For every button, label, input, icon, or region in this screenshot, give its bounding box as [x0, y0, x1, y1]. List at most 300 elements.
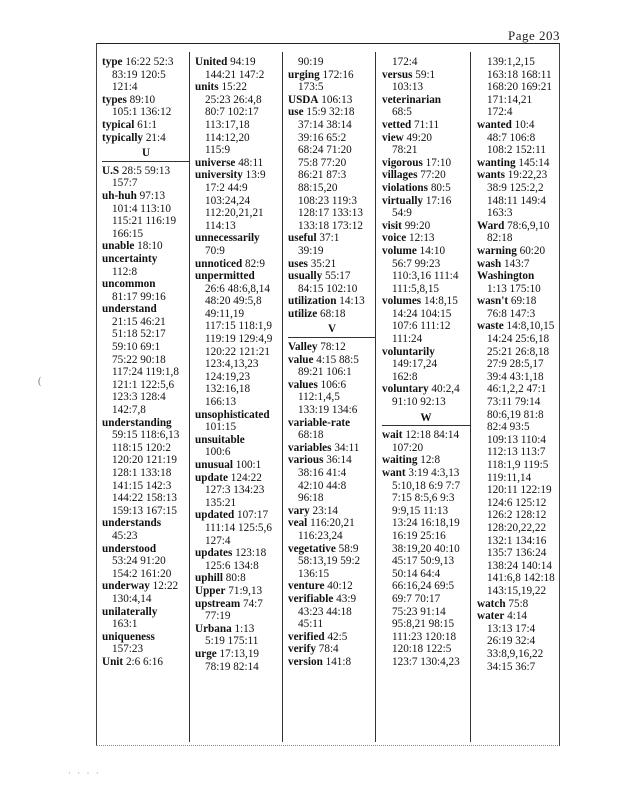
index-entry [288, 232, 376, 257]
page-line-refs: 16:22 52:3 [125, 56, 174, 68]
page-line-refs-continued: 53:24 91:20 [112, 555, 166, 568]
page-line-refs-continued: 157:7 [112, 177, 138, 190]
index-entry [288, 106, 376, 232]
page-line-refs: 68:18 [320, 307, 346, 320]
index-term: unable [102, 240, 135, 253]
page-line-refs: 14:10 [419, 244, 446, 257]
page-line-refs-continued: 68:18 [298, 429, 324, 442]
index-entry [195, 623, 283, 648]
page-line-refs: 78:6,9,10 [507, 219, 550, 232]
page-line-refs: 19:22,23 [507, 169, 548, 182]
index-term: units [195, 81, 219, 94]
index-entry [477, 295, 561, 320]
section-letter: V [288, 323, 376, 338]
page-line-refs-continued: 128:17 133:13 [298, 207, 363, 220]
index-term: volume [382, 244, 417, 257]
page-line-refs-continued: 45:23 [112, 529, 138, 542]
page-line-refs: 12:13 [409, 232, 435, 245]
index-entry [195, 648, 283, 673]
page-line-refs-continued: 33:8,9,16,22 [487, 647, 544, 660]
page-line-refs-continued: 138:24 140:14 [487, 559, 552, 572]
page-line-refs: 3:19 4:3,13 [408, 467, 460, 479]
page-line-refs-continued: 128:1 133:18 [112, 467, 172, 479]
index-term: value [288, 353, 314, 366]
page-line-refs-continued: 173:5 [298, 81, 324, 94]
page-line-refs: 17:16 [425, 194, 452, 207]
index-term: uncommon [102, 278, 156, 291]
index-entry [195, 472, 283, 510]
page-line-refs-continued: 114:13 [205, 219, 236, 232]
page-line-refs-continued: 162:8 [392, 370, 418, 383]
page-line-refs-continued: 109:13 110:4 [487, 433, 546, 446]
page-line-refs-continued: 48:7 106:8 [487, 131, 536, 144]
index-term: verifiable [288, 592, 334, 605]
index-entry [382, 195, 470, 220]
page-line-refs-continued: 86:21 87:3 [298, 169, 347, 182]
index-entry [477, 245, 561, 258]
page-line-refs-continued: 112:1,4,5 [298, 391, 340, 404]
index-entry [288, 454, 376, 504]
page-line-refs-continued: 141:6,8 142:18 [487, 572, 555, 585]
page-line-refs-continued: 14:24 104:15 [392, 307, 452, 320]
page-line-refs-continued: 139:1,2,15 [487, 56, 535, 68]
bottom-rule [96, 745, 558, 746]
page-line-refs-continued: 13:13 17:4 [487, 622, 536, 635]
index-term: unsophisticated [195, 408, 270, 421]
index-entry [382, 429, 470, 454]
page-line-refs-continued: 101:15 [205, 421, 237, 434]
index-entry [102, 656, 190, 669]
index-term: wasn't [477, 295, 509, 308]
index-term: violations [382, 181, 429, 194]
index-entry [288, 643, 376, 656]
page-line-refs: 59:1 [415, 68, 436, 81]
page-line-refs: 143:7 [504, 257, 530, 270]
page-line-refs-continued: 101:4 113:10 [112, 202, 171, 215]
index-entry [195, 169, 283, 232]
page-line-refs-continued: 75:8 77:20 [298, 156, 347, 169]
page-line-refs-continued: 121:4 [112, 81, 138, 94]
page-line-refs: 36:14 [326, 454, 352, 467]
index-term: warning [477, 244, 517, 257]
page-line-refs: 17:13,19 [219, 647, 260, 660]
index-term: urge [195, 647, 217, 660]
page-line-refs-continued: 38:9 125:2,2 [487, 181, 544, 194]
page-line-refs-continued: 25:21 26:8,18 [487, 345, 550, 358]
index-term: virtually [382, 194, 424, 207]
page-line-refs-continued: 68:5 [392, 106, 412, 119]
page-line-refs-continued: 119:19 129:4,9 [205, 333, 273, 346]
page-line-refs-continued: 27:9 28:5,17 [487, 358, 544, 371]
index-term: watch [477, 597, 506, 610]
index-term: want [382, 467, 406, 479]
page-line-refs-continued: 110:3,16 111:4 [392, 270, 459, 283]
page-line-refs-continued: 115:9 [205, 144, 231, 157]
page-line-refs: 21:4 [145, 131, 166, 144]
page-line-refs-continued: 116:23,24 [298, 529, 343, 542]
page-line-refs-continued: 112:20,21,21 [205, 207, 264, 220]
page-line-refs-continued: 46:1,2,2 47:1 [487, 383, 547, 396]
page-line-refs-continued: 114:12,20 [205, 131, 250, 144]
index-frame [96, 43, 560, 746]
page-line-refs: 107:17 [236, 509, 269, 522]
index-entry [477, 258, 561, 271]
page-line-refs-continued: 68:24 71:20 [298, 144, 352, 157]
index-entry [102, 278, 190, 303]
index-entry [477, 157, 561, 170]
index-entry [288, 94, 376, 107]
index-entry [477, 220, 561, 245]
index-entry [288, 580, 376, 593]
page-line-refs: 77:20 [420, 169, 446, 182]
index-entry [195, 459, 283, 472]
page-line-refs: 60:20 [519, 244, 546, 257]
index-column-4 [382, 56, 470, 669]
page-line-refs: 100:1 [235, 459, 262, 471]
page-line-refs-continued: 123:3 128:4 [112, 391, 166, 404]
index-entry [195, 409, 283, 434]
page-line-refs-continued: 96:18 [298, 492, 324, 505]
page-line-refs: 48:11 [238, 156, 264, 169]
page-line-refs-continued: 90:19 [298, 56, 324, 68]
page-line-refs-continued: 135:7 136:24 [487, 547, 547, 560]
page-line-refs: 2:6 6:16 [125, 655, 163, 668]
page-line-refs: 94:19 [230, 56, 256, 68]
page-line-refs-continued: 124:19,23 [205, 370, 251, 383]
index-entry [102, 417, 190, 518]
index-term: typical [102, 118, 135, 131]
page-line-refs-continued: 54:9 [392, 207, 412, 220]
index-term: useful [288, 232, 317, 245]
index-entry [382, 119, 470, 132]
page-line-refs-continued: 34:15 36:7 [487, 660, 536, 673]
page-line-refs-continued: 82:18 [487, 232, 513, 245]
page-line-refs: 141:8 [325, 655, 352, 668]
index-term: vigorous [382, 156, 423, 169]
page-line-refs-continued: 111:14 125:5,6 [205, 521, 272, 534]
page-line-refs-continued: 123:7 130:4,23 [392, 655, 460, 668]
index-term: voluntarily [382, 345, 435, 358]
page-line-refs-continued: 80:6,19 81:8 [487, 408, 544, 421]
column-divider [470, 52, 471, 742]
page-line-refs-continued: 21:15 46:21 [112, 315, 166, 328]
index-entry [288, 295, 376, 308]
index-entry [102, 119, 190, 132]
page-line-refs-continued: 115:21 116:19 [112, 215, 177, 228]
page-line-refs-continued: 132:16,18 [205, 383, 251, 396]
page-line-refs-continued: 111:23 120:18 [392, 630, 457, 643]
page-line-refs: 23:14 [312, 504, 339, 517]
index-entry [195, 157, 283, 170]
margin-mark: ( [38, 376, 42, 387]
page-line-refs: 14:8,10,15 [506, 320, 555, 333]
page-line-refs: 55:17 [325, 270, 351, 283]
page-line-refs-continued: 9:9,15 11:13 [392, 504, 449, 517]
index-term: type [102, 56, 123, 68]
index-entry [382, 232, 470, 245]
index-entry [288, 308, 376, 321]
page-line-refs-continued: 13:24 16:18,19 [392, 517, 460, 530]
page-line-refs-continued: 78:19 82:14 [205, 660, 259, 673]
index-term: underway [102, 580, 150, 593]
page-line-refs: 78:4 [318, 643, 339, 656]
index-term: waiting [382, 454, 418, 467]
page-line-refs-continued: 163:3 [487, 207, 513, 220]
page-line-refs-continued: 45:11 [298, 618, 324, 631]
page-line-refs-continued: 135:21 [205, 496, 237, 509]
page-line-refs: 75:8 [508, 597, 529, 610]
index-entry [477, 56, 561, 119]
page-line-refs-continued: 88:15,20 [298, 181, 338, 194]
page-line-refs: 15:9 32:18 [306, 106, 355, 119]
page-line-refs-continued: 56:7 99:23 [392, 257, 441, 270]
index-entry [288, 258, 376, 271]
page-line-refs-continued: 166:13 [205, 396, 237, 409]
page-line-refs: 12:22 [152, 580, 179, 593]
page-line-refs: 43:9 [336, 592, 357, 605]
index-column-3 [288, 56, 376, 669]
page-line-refs-continued: 45:17 50:9,13 [392, 555, 455, 568]
page-line-refs-continued: 130:4,14 [112, 592, 152, 605]
page-line-refs-continued: 120:11 122:19 [487, 484, 552, 497]
page-line-refs-continued: 148:11 149:4 [487, 194, 546, 207]
page-line-refs-continued: 112:13 113:7 [487, 446, 546, 459]
index-entry [477, 119, 561, 157]
page-line-refs-continued: 144:21 147:2 [205, 68, 265, 81]
page-line-refs-continued: 159:13 167:15 [112, 504, 177, 517]
index-term: unusual [195, 459, 233, 471]
index-entry [195, 547, 283, 572]
index-term: verify [288, 643, 316, 656]
page-line-refs-continued: 107:6 111:12 [392, 320, 451, 333]
index-term: various [288, 454, 324, 467]
index-term: updates [195, 547, 233, 560]
page-line-refs-continued: 75:22 90:18 [112, 353, 166, 366]
index-term: uniqueness [102, 630, 155, 643]
index-term: wash [477, 257, 502, 270]
page-line-refs-continued: 5:19 175:11 [205, 635, 259, 648]
index-entry [288, 69, 376, 94]
page-line-refs-continued: 77:19 [205, 610, 231, 623]
index-term: types [102, 93, 127, 106]
page-line-refs: 69:18 [510, 295, 537, 308]
index-term: volumes [382, 295, 422, 308]
page-line-refs-continued: 1:13 175:10 [487, 282, 541, 295]
page-line-refs-continued: 58:13,19 59:2 [298, 555, 361, 568]
page-line-refs: 124:22 [230, 471, 262, 484]
index-entry [102, 253, 190, 278]
page-line-refs-continued: 69:7 70:17 [392, 592, 441, 605]
page-line-refs-continued: 48:20 49:5,8 [205, 295, 262, 308]
index-term: uncertainty [102, 252, 158, 265]
page-line-refs: 14:13 [339, 295, 365, 308]
page-line-refs: 80:8 [225, 572, 246, 585]
page-line-refs-continued: 141:15 142:3 [112, 479, 172, 492]
index-column-1 [102, 56, 190, 669]
page-line-refs-continued: 81:17 99:16 [112, 290, 166, 303]
index-entry [477, 169, 561, 219]
index-entry [288, 379, 376, 417]
page-line-refs-continued: 83:19 120:5 [112, 68, 166, 81]
page-line-refs: 18:10 [137, 240, 163, 253]
page-line-refs: 99:20 [404, 219, 431, 232]
index-term: understand [102, 303, 157, 316]
page-line-refs-continued: 143:15,19,22 [487, 584, 547, 597]
page-line-refs: 1:13 [234, 622, 255, 635]
page-line-refs-continued: 38:16 41:4 [298, 467, 347, 479]
page-line-refs-continued: 76:8 147:3 [487, 307, 536, 320]
page-line-refs-continued: 124:6 125:12 [487, 496, 547, 509]
index-term: unnecessarily [195, 232, 260, 245]
page-line-refs-continued: 59:15 118:6,13 [112, 429, 180, 442]
index-entry [382, 467, 470, 669]
index-term: view [382, 131, 404, 144]
page-line-refs: 97:13 [139, 189, 166, 202]
page-line-refs: 49:20 [406, 131, 433, 144]
index-term: waste [477, 320, 504, 333]
page-line-refs-continued: 75:23 91:14 [392, 605, 446, 618]
page-line-refs: 4:14 [507, 610, 528, 623]
index-term: version [288, 655, 323, 668]
index-term: veterinarian [382, 93, 442, 106]
page-line-refs: 61:1 [137, 118, 158, 131]
page-line-refs-continued: 39:19 [298, 244, 324, 257]
index-entry [382, 157, 470, 170]
page-line-refs-continued: 163:1 [112, 618, 138, 631]
index-term: Upper [195, 584, 226, 597]
page-line-refs: 42:5 [327, 630, 348, 643]
index-entry [102, 631, 190, 656]
page-line-refs: 4:15 88:5 [316, 353, 359, 366]
page-line-refs-continued: 82:4 93:5 [487, 421, 530, 434]
index-entry [382, 383, 470, 408]
page-line-refs: 12:8 [420, 454, 441, 467]
page-line-refs: 71:9,13 [228, 584, 263, 597]
page-line-refs: 74:7 [242, 597, 263, 610]
index-entry [382, 169, 470, 182]
page-line-refs-continued: 105:1 136:12 [112, 106, 172, 119]
page-line-refs: 145:14 [518, 156, 550, 169]
page-line-refs: 40:12 [327, 580, 353, 593]
index-entry [195, 598, 283, 623]
page-line-refs-continued: 16:19 25:16 [392, 529, 446, 542]
index-entry [382, 69, 470, 94]
index-term: updated [195, 509, 235, 522]
index-term: vetted [382, 118, 412, 131]
index-term: venture [288, 580, 325, 593]
page-line-refs-continued: 5:10,18 6:9 7:7 [392, 479, 461, 492]
page-line-refs-continued: 132:1 134:16 [487, 534, 547, 547]
page-line-refs: 80:5 [430, 181, 451, 194]
page-line-refs-continued: 108:2 152:11 [487, 144, 546, 157]
index-entry [102, 56, 190, 94]
index-term: U.S [102, 164, 120, 177]
page-line-refs: 123:18 [235, 547, 267, 560]
page-line-refs-continued: 127:4 [205, 534, 231, 547]
index-term: wanted [477, 118, 512, 131]
page-line-refs-continued: 157:23 [112, 643, 144, 656]
index-term: wants [477, 169, 505, 182]
page-line-refs-continued: 39:16 65:2 [298, 131, 347, 144]
index-entry [382, 346, 470, 384]
page-line-refs-continued: 49:11,19 [205, 307, 245, 320]
page-line-refs-continued: 42:10 44:8 [298, 479, 347, 492]
index-entry [102, 165, 190, 190]
index-term: visit [382, 219, 402, 232]
index-term: wanting [477, 156, 516, 169]
index-entry [477, 270, 561, 295]
index-term: variables [288, 441, 332, 454]
page-line-refs-continued: 133:19 134:6 [298, 404, 358, 417]
index-term: Ward [477, 219, 505, 232]
index-term: Unit [102, 655, 124, 668]
page-line-refs-continued: 117:24 119:1,8 [112, 366, 179, 379]
page-line-refs-continued: 120:18 122:5 [392, 643, 452, 656]
index-entry [195, 585, 283, 598]
page-line-refs-continued: 103:24,24 [205, 194, 251, 207]
page-line-refs-continued: 95:8,21 98:15 [392, 618, 455, 631]
index-entry [288, 417, 376, 442]
page-line-refs: 89:10 [129, 93, 156, 106]
index-entry [102, 94, 190, 119]
page-line-refs-continued: 89:21 106:1 [298, 366, 352, 379]
page-line-refs-continued: 84:15 102:10 [298, 282, 358, 295]
page-line-refs-continued: 113:17,18 [205, 118, 250, 131]
page-line-refs-continued: 142:7,8 [112, 404, 146, 417]
page-line-refs: 71:11 [414, 118, 440, 131]
index-term: uh-huh [102, 189, 137, 202]
page-line-refs-continued: 38:19,20 40:10 [392, 542, 460, 555]
index-entry [195, 434, 283, 459]
index-term: uses [288, 257, 308, 270]
page-line-refs-continued: 37:14 38:14 [298, 118, 352, 131]
index-term: villages [382, 169, 418, 182]
page-line-refs: 13:9 [245, 169, 266, 182]
index-entry [288, 593, 376, 631]
index-term: values [288, 378, 318, 391]
page-line-refs: 10:4 [514, 118, 535, 131]
index-term: understands [102, 517, 162, 530]
index-entry [288, 517, 376, 542]
index-column-2 [195, 56, 283, 673]
section-letter: U [102, 147, 190, 162]
index-entry [477, 610, 561, 673]
page-line-refs-continued: 163:18 168:11 [487, 68, 552, 81]
page-line-refs-continued: 127:3 134:23 [205, 484, 265, 497]
index-term: upstream [195, 597, 241, 610]
page-line-refs-continued: 121:1 122:5,6 [112, 378, 175, 391]
index-term: Valley [288, 341, 318, 354]
index-entry [102, 240, 190, 253]
index-entry [195, 81, 283, 157]
page-line-refs-continued: 26:19 32:4 [487, 635, 536, 648]
page-line-refs-continued: 7:15 8:5,6 9:3 [392, 492, 455, 505]
index-entry [382, 94, 470, 119]
index-entry [195, 258, 283, 271]
page-line-refs-continued: 26:6 48:6,8,14 [205, 282, 270, 295]
page-line-refs-continued: 128:20,22,22 [487, 521, 547, 534]
section-letter: W [382, 412, 470, 427]
index-entry [288, 442, 376, 455]
page-line-refs-continued: 80:7 102:17 [205, 106, 259, 119]
index-term: unpermitted [195, 270, 255, 283]
index-entry [382, 454, 470, 467]
index-term: versus [382, 68, 413, 81]
index-entry [382, 132, 470, 157]
index-term: use [288, 106, 304, 119]
index-entry [382, 56, 470, 69]
index-term: understanding [102, 416, 172, 429]
